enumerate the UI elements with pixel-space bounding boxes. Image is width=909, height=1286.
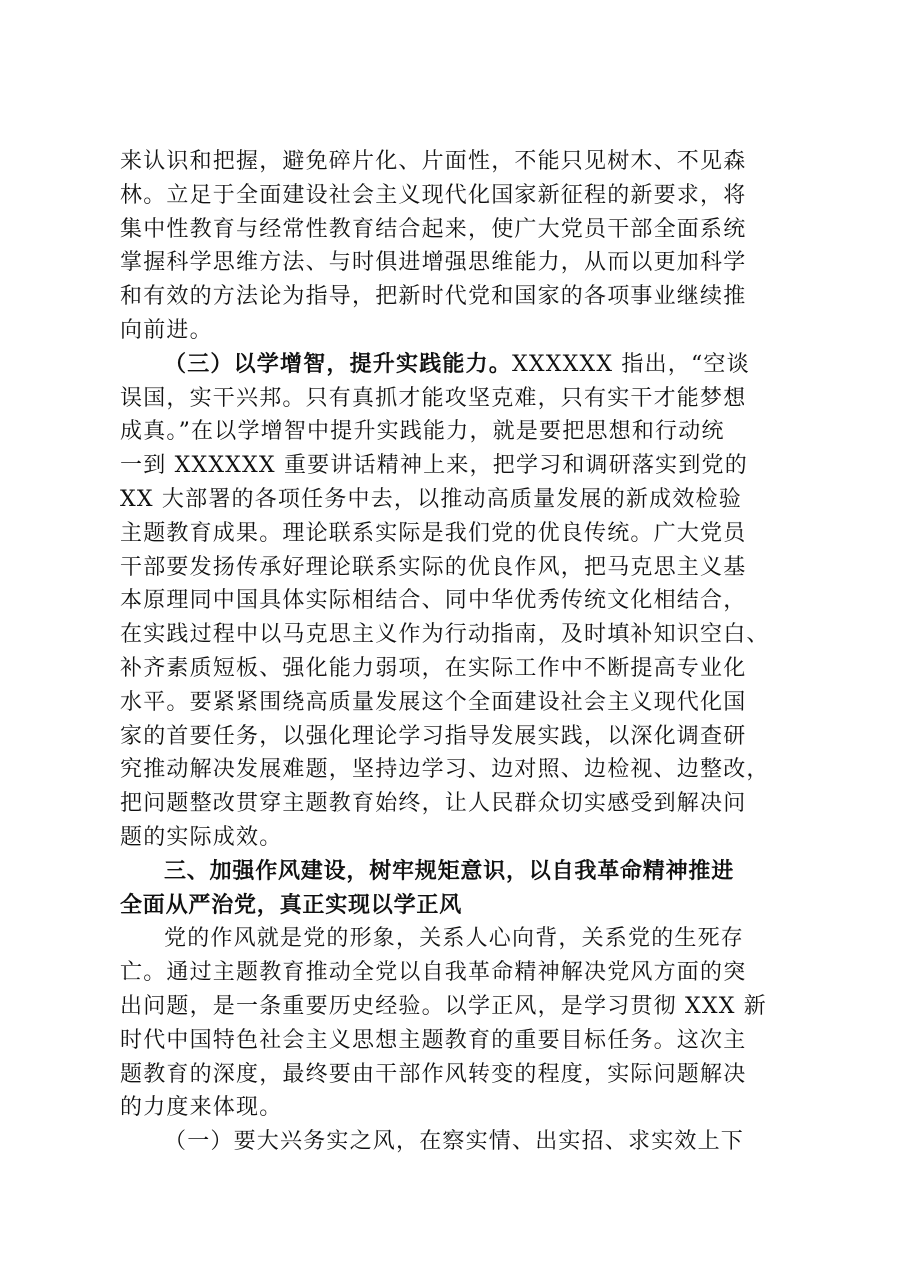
text-line: 干部要发扬传承好理论联系实际的优良作风，把马克思主义基 <box>120 554 747 580</box>
text-line: 水平。要紧紧围绕高质量发展这个全面建设社会主义现代化国 <box>120 689 747 715</box>
text-line: 集中性教育与经常性教育结合起来，使广大党员干部全面系统 <box>120 216 747 242</box>
text-line: 和有效的方法论为指导，把新时代党和国家的各项事业继续推 <box>120 284 747 310</box>
text-line: 来认识和把握，避免碎片化、片面性，不能只见树木、不见森 <box>120 149 747 174</box>
text-line: 在实践过程中以马克思主义作为行动指南，及时填补知识空白、 <box>120 622 770 648</box>
subsection-lead: （三）以学增智，提升实践能力。 <box>164 350 513 377</box>
text-line: 亡。通过主题教育推动全党以自我革命精神解决党风方面的突 <box>120 960 747 986</box>
text-line: 掌握科学思维方法、与时俱进增强思维能力，从而以更加科学 <box>120 250 747 276</box>
text-line: 把问题整改贯穿主题教育始终，让人民群众切实感受到解决问 <box>120 791 747 817</box>
paragraph-party-style <box>120 922 810 1125</box>
section-heading <box>120 855 810 923</box>
text-line: 本原理同中国具体实际相结合、同中华优秀传统文化相结合， <box>120 588 747 614</box>
text-line: 林。立足于全面建设社会主义现代化国家新征程的新要求，将 <box>120 182 747 208</box>
paragraph-continuation <box>120 145 810 348</box>
paragraph-practical-style <box>120 1125 810 1159</box>
text-line-first <box>120 348 810 382</box>
document-body <box>120 145 810 1159</box>
text-line: 究推动解决发展难题，坚持边学习、边对照、边检视、边整改， <box>120 757 770 783</box>
text-line: XX 大部署的各项任务中去，以推动高质量发展的新成效检验 <box>120 486 742 512</box>
text-line: 党的作风就是党的形象，关系人心向背，关系党的生死存 <box>164 926 745 952</box>
text-line: 题教育的深度，最终要由干部作风转变的程度，实际问题解决 <box>120 1061 747 1087</box>
text-line: 的力度来体现。 <box>120 1095 283 1121</box>
text-line: 家的首要任务，以强化理论学习指导发展实践，以深化调查研 <box>120 723 747 749</box>
paragraph-practice-ability <box>120 348 810 855</box>
heading-line: 全面从严治党，真正实现以学正风 <box>120 892 463 918</box>
text-line: 主题教育成果。理论联系实际是我们党的优良传统。广大党员 <box>120 520 747 546</box>
text-line: 误国，实干兴邦。只有真抓才能攻坚克难，只有实干才能梦想 <box>120 385 747 411</box>
text-line: 出问题，是一条重要历史经验。以学正风，是学习贯彻 XXX 新 <box>120 993 767 1019</box>
heading-line: 三、加强作风建设，树牢规矩意识，以自我革命精神推进 <box>164 858 735 884</box>
text-line: 题的实际成效。 <box>120 824 283 850</box>
text-line: 时代中国特色社会主义思想主题教育的重要目标任务。这次主 <box>120 1027 747 1053</box>
text-line: 成真。”在以学增智中提升实践能力，就是要把思想和行动统 <box>120 419 725 445</box>
text-line: 向前进。 <box>120 317 213 343</box>
text-line: （一）要大兴务实之风，在察实情、出实招、求实效上下 <box>164 1129 745 1155</box>
text-line: 一到 XXXXXX 重要讲话精神上来，把学习和调研落实到党的 <box>120 453 748 479</box>
text-line-tail: XXXXXX 指出，“空谈 <box>512 351 750 377</box>
text-line: 补齐素质短板、强化能力弱项，在实际工作中不断提高专业化 <box>120 655 747 681</box>
